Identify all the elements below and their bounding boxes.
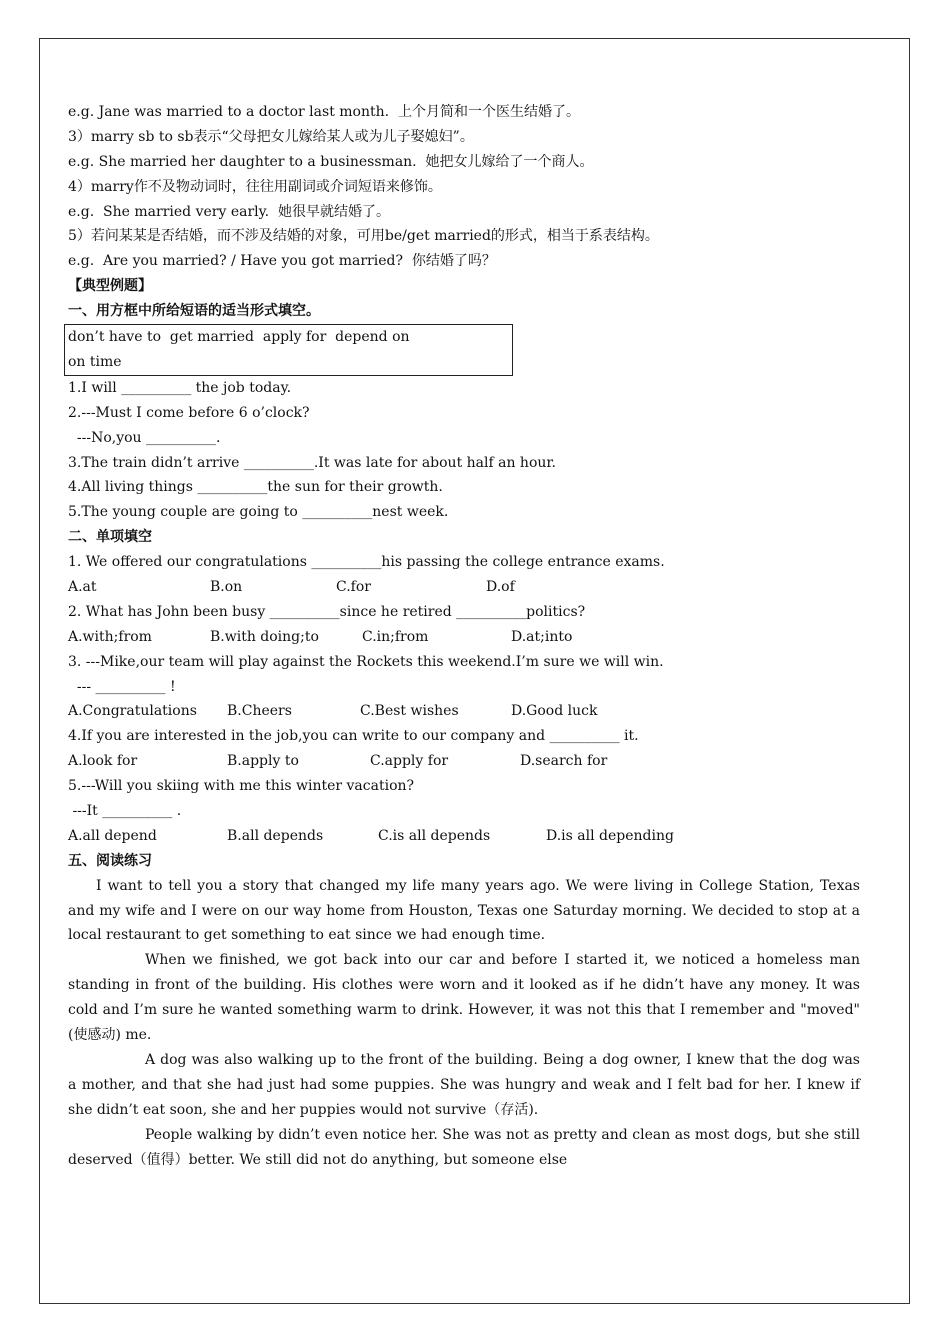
- mc-question: [68, 600, 860, 650]
- mc-option-a: A.look for: [68, 753, 138, 770]
- mc-option-d: D.at;into: [511, 628, 573, 645]
- reading-paragraph: People walking by didn’t even notice her. She was not as pretty and clean as most dogs, but she still deserved（值得）better. We still did not do anything, but someone else: [68, 1126, 860, 1168]
- mc-options: [68, 749, 860, 774]
- mc-option-b: B.all depends: [227, 827, 324, 844]
- phrase-box-line: on time: [68, 353, 122, 370]
- mc-question: [68, 650, 860, 725]
- part2-title: 二、单项填空: [68, 529, 152, 546]
- note-line: 3）marry sb to sb表示“父母把女儿嫁给某人或为儿子娶媳妇”。: [68, 128, 474, 145]
- note-line: e.g. Are you married? / Have you got married? 你结婚了吗？: [68, 253, 496, 270]
- part5-title: 五、阅读练习: [68, 852, 152, 869]
- mc-question: [68, 724, 860, 774]
- note-line: e.g. She married very early. 她很早就结婚了。: [68, 203, 391, 220]
- fill-blank-item: 3.The train didn’t arrive __________.It was late for about half an hour.: [68, 454, 556, 471]
- part1-items: [68, 376, 860, 525]
- mc-option-c: C.apply for: [370, 753, 449, 770]
- reading-paragraph: When we finished, we got back into our car and before I started it, we noticed a homeless man standing in front of the building. His clothes were worn and it looked as if he didn’t have any money. It was cold and I’m sure he wanted something warm to drink. However, it was not this that I remember and "moved"(使感动) me.: [68, 952, 860, 1044]
- mc-option-d: D.is all depending: [546, 827, 674, 844]
- fill-blank-item: 2.---Must I come before 6 o’clock?: [68, 404, 310, 421]
- mc-option-a: A.Congratulations: [68, 703, 197, 720]
- multiple-choice-list: [68, 550, 860, 849]
- note-line: e.g. She married her daughter to a businessman. 她把女儿嫁给了一个商人。: [68, 153, 594, 170]
- mc-option-b: B.on: [210, 578, 243, 595]
- mc-question: [68, 774, 860, 849]
- fill-blank-item: 4.All living things __________the sun for their growth.: [68, 479, 443, 496]
- phrase-box-line: don’t have to get married apply for depend on: [68, 329, 410, 346]
- mc-option-a: A.all depend: [68, 827, 157, 844]
- note-line: e.g. Jane was married to a doctor last month. 上个月简和一个医生结婚了。: [68, 104, 580, 120]
- mc-option-b: B.apply to: [227, 753, 299, 770]
- mc-option-c: C.Best wishes: [360, 703, 459, 720]
- fill-blank-item: 1.I will __________ the job today.: [68, 379, 292, 396]
- phrase-box: [64, 324, 513, 376]
- mc-option-a: A.with;from: [68, 628, 152, 645]
- mc-options: [68, 699, 860, 724]
- mc-question-text: 2. What has John been busy __________since he retired __________politics?: [68, 603, 586, 620]
- mc-option-b: B.Cheers: [227, 703, 292, 720]
- mc-options: [68, 575, 860, 600]
- mc-question-text: ---It __________ .: [68, 802, 182, 819]
- notes-section: [68, 100, 860, 274]
- mc-question-text: 1. We offered our congratulations __________his passing the college entrance exams.: [68, 554, 665, 571]
- mc-question-text: 4.If you are interested in the job,you can write to our company and __________ it.: [68, 728, 639, 745]
- mc-option-c: C.is all depends: [378, 827, 491, 844]
- fill-blank-item: ---No,you __________.: [68, 429, 221, 446]
- reading-paragraph: A dog was also walking up to the front of the building. Being a dog owner, I knew that the dog was a mother, and that she had just had some puppies. She was hungry and weak and I felt bad for her. I knew if she didn’t eat soon, she and her puppies would not survive（存活).: [68, 1051, 860, 1118]
- reading-passage: [68, 874, 860, 1173]
- mc-option-d: D.of: [486, 578, 515, 595]
- note-line: 4）marry作不及物动词时，往往用副词或介词短语来修饰。: [68, 178, 442, 195]
- fill-blank-item: 5.The young couple are going to __________nest week.: [68, 504, 449, 521]
- mc-option-c: C.for: [336, 578, 371, 595]
- mc-option-d: D.Good luck: [511, 703, 598, 720]
- mc-question-text: 3. ---Mike,our team will play against the Rockets this weekend.I’m sure we will win.: [68, 653, 664, 670]
- mc-question: [68, 550, 860, 600]
- mc-option-d: D.search for: [520, 753, 608, 770]
- reading-paragraph: I want to tell you a story that changed my life many years ago. We were living in College Station, Texas and my wife and I were on our way home from Houston, Texas one Saturday morning. We decided to stop at a local restaurant to get something to eat since we had enough time.: [68, 877, 860, 944]
- document-body: [68, 100, 860, 1173]
- mc-question-text: --- __________ !: [68, 678, 176, 695]
- section-heading-examples: 【典型例题】: [68, 278, 152, 295]
- note-line: 5）若问某某是否结婚，而不涉及结婚的对象，可用be/get married的形式，相当于系表结构。: [68, 228, 659, 245]
- mc-options: [68, 625, 860, 650]
- mc-option-b: B.with doing;to: [210, 628, 319, 645]
- mc-options: [68, 824, 860, 849]
- mc-option-c: C.in;from: [362, 628, 429, 645]
- mc-question-text: 5.---Will you skiing with me this winter vacation?: [68, 778, 415, 795]
- part1-title: 一、用方框中所给短语的适当形式填空。: [68, 303, 320, 320]
- mc-option-a: A.at: [68, 578, 97, 595]
